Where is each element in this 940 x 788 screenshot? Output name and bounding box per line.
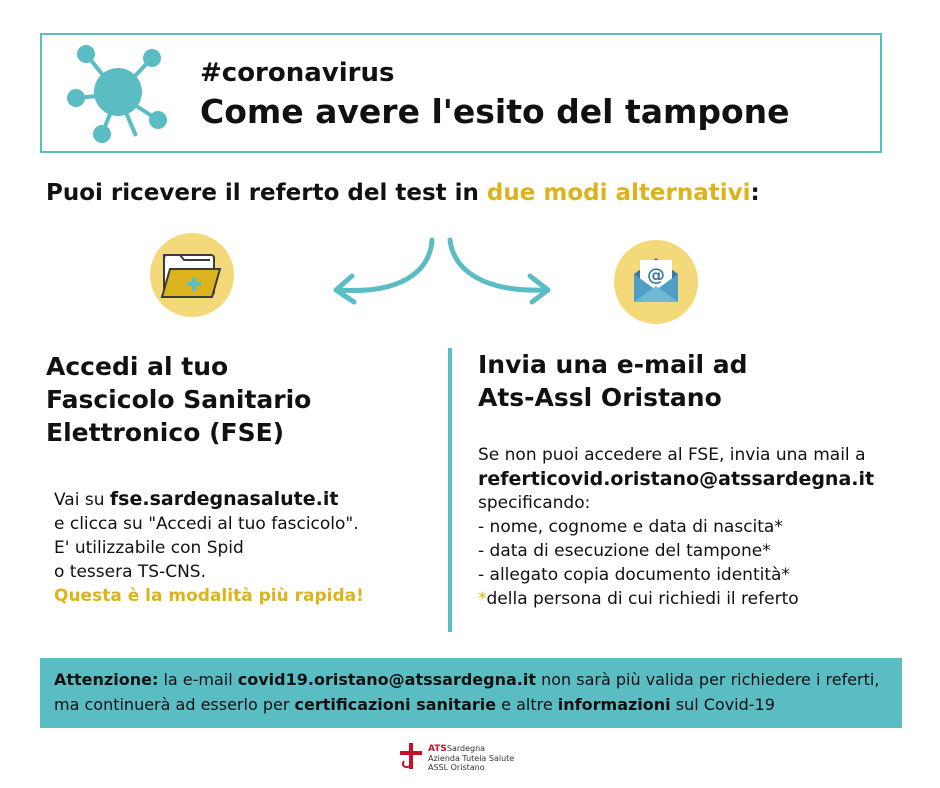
notice-banner: Attenzione: la e-mail covid19.oristano@atssardegna.it non sarà più valida per richiedere i referti, ma continuerà ad esserlo per certificazioni sanitarie e altre informazioni sul Covid-19 (40, 658, 902, 728)
email-envelope-icon (614, 240, 698, 324)
direction-arrows (320, 232, 560, 312)
svg-text:@: @ (647, 265, 665, 286)
old-email-link[interactable]: covid19.oristano@atssardegna.it (237, 670, 537, 689)
ats-logo-text: ATSSardegna Azienda Tutela Salute ASSL Oristano (428, 744, 515, 772)
right-instructions: Se non puoi accedere al FSE, invia una mail a referticovid.oristano@atssardegna.it specificando: - nome, cognome e data di nascita* - data di esecuzione del tampone* - allegato copia documento identità* *della persona di cui richiedi il referto (478, 445, 875, 609)
fastest-note: Questa è la modalità più rapida! (54, 586, 364, 606)
hashtag: #coronavirus (200, 58, 395, 88)
footnote: *della persona di cui richiedi il referto (478, 589, 799, 609)
list-item: - data di esecuzione del tampone* (478, 541, 771, 561)
virus-icon (66, 42, 170, 146)
left-heading: Accedi al tuo Fascicolo Sanitario Elettronico (FSE) (46, 352, 312, 447)
intro-text: Puoi ricevere il referto del test in due modi alternativi: (46, 180, 760, 206)
folder-plus-icon (150, 233, 234, 317)
folder-icon-circle (150, 233, 234, 317)
fse-site-link[interactable]: fse.sardegnasalute.it (109, 488, 339, 510)
left-instructions: Vai su fse.sardegnasalute.it e clicca su "Accedi al tuo fascicolo". E' utilizzabile con Spid o tessera TS-CNS. Questa è la modalità più rapida! (54, 488, 364, 606)
intro-highlight: due modi alternativi (486, 180, 751, 206)
right-heading: Invia una e-mail ad Ats-Assl Oristano (478, 350, 748, 412)
list-item: - allegato copia documento identità* (478, 565, 790, 585)
referti-email-link[interactable]: referticovid.oristano@atssardegna.it (478, 468, 875, 490)
arrow-left-icon (340, 240, 432, 290)
list-item: - nome, cognome e data di nascita* (478, 517, 783, 537)
arrow-right-icon (450, 240, 544, 290)
column-divider (448, 348, 452, 632)
page-title: Come avere l'esito del tampone (200, 92, 790, 131)
ats-logo-icon (398, 741, 424, 771)
email-icon-circle (614, 240, 698, 324)
